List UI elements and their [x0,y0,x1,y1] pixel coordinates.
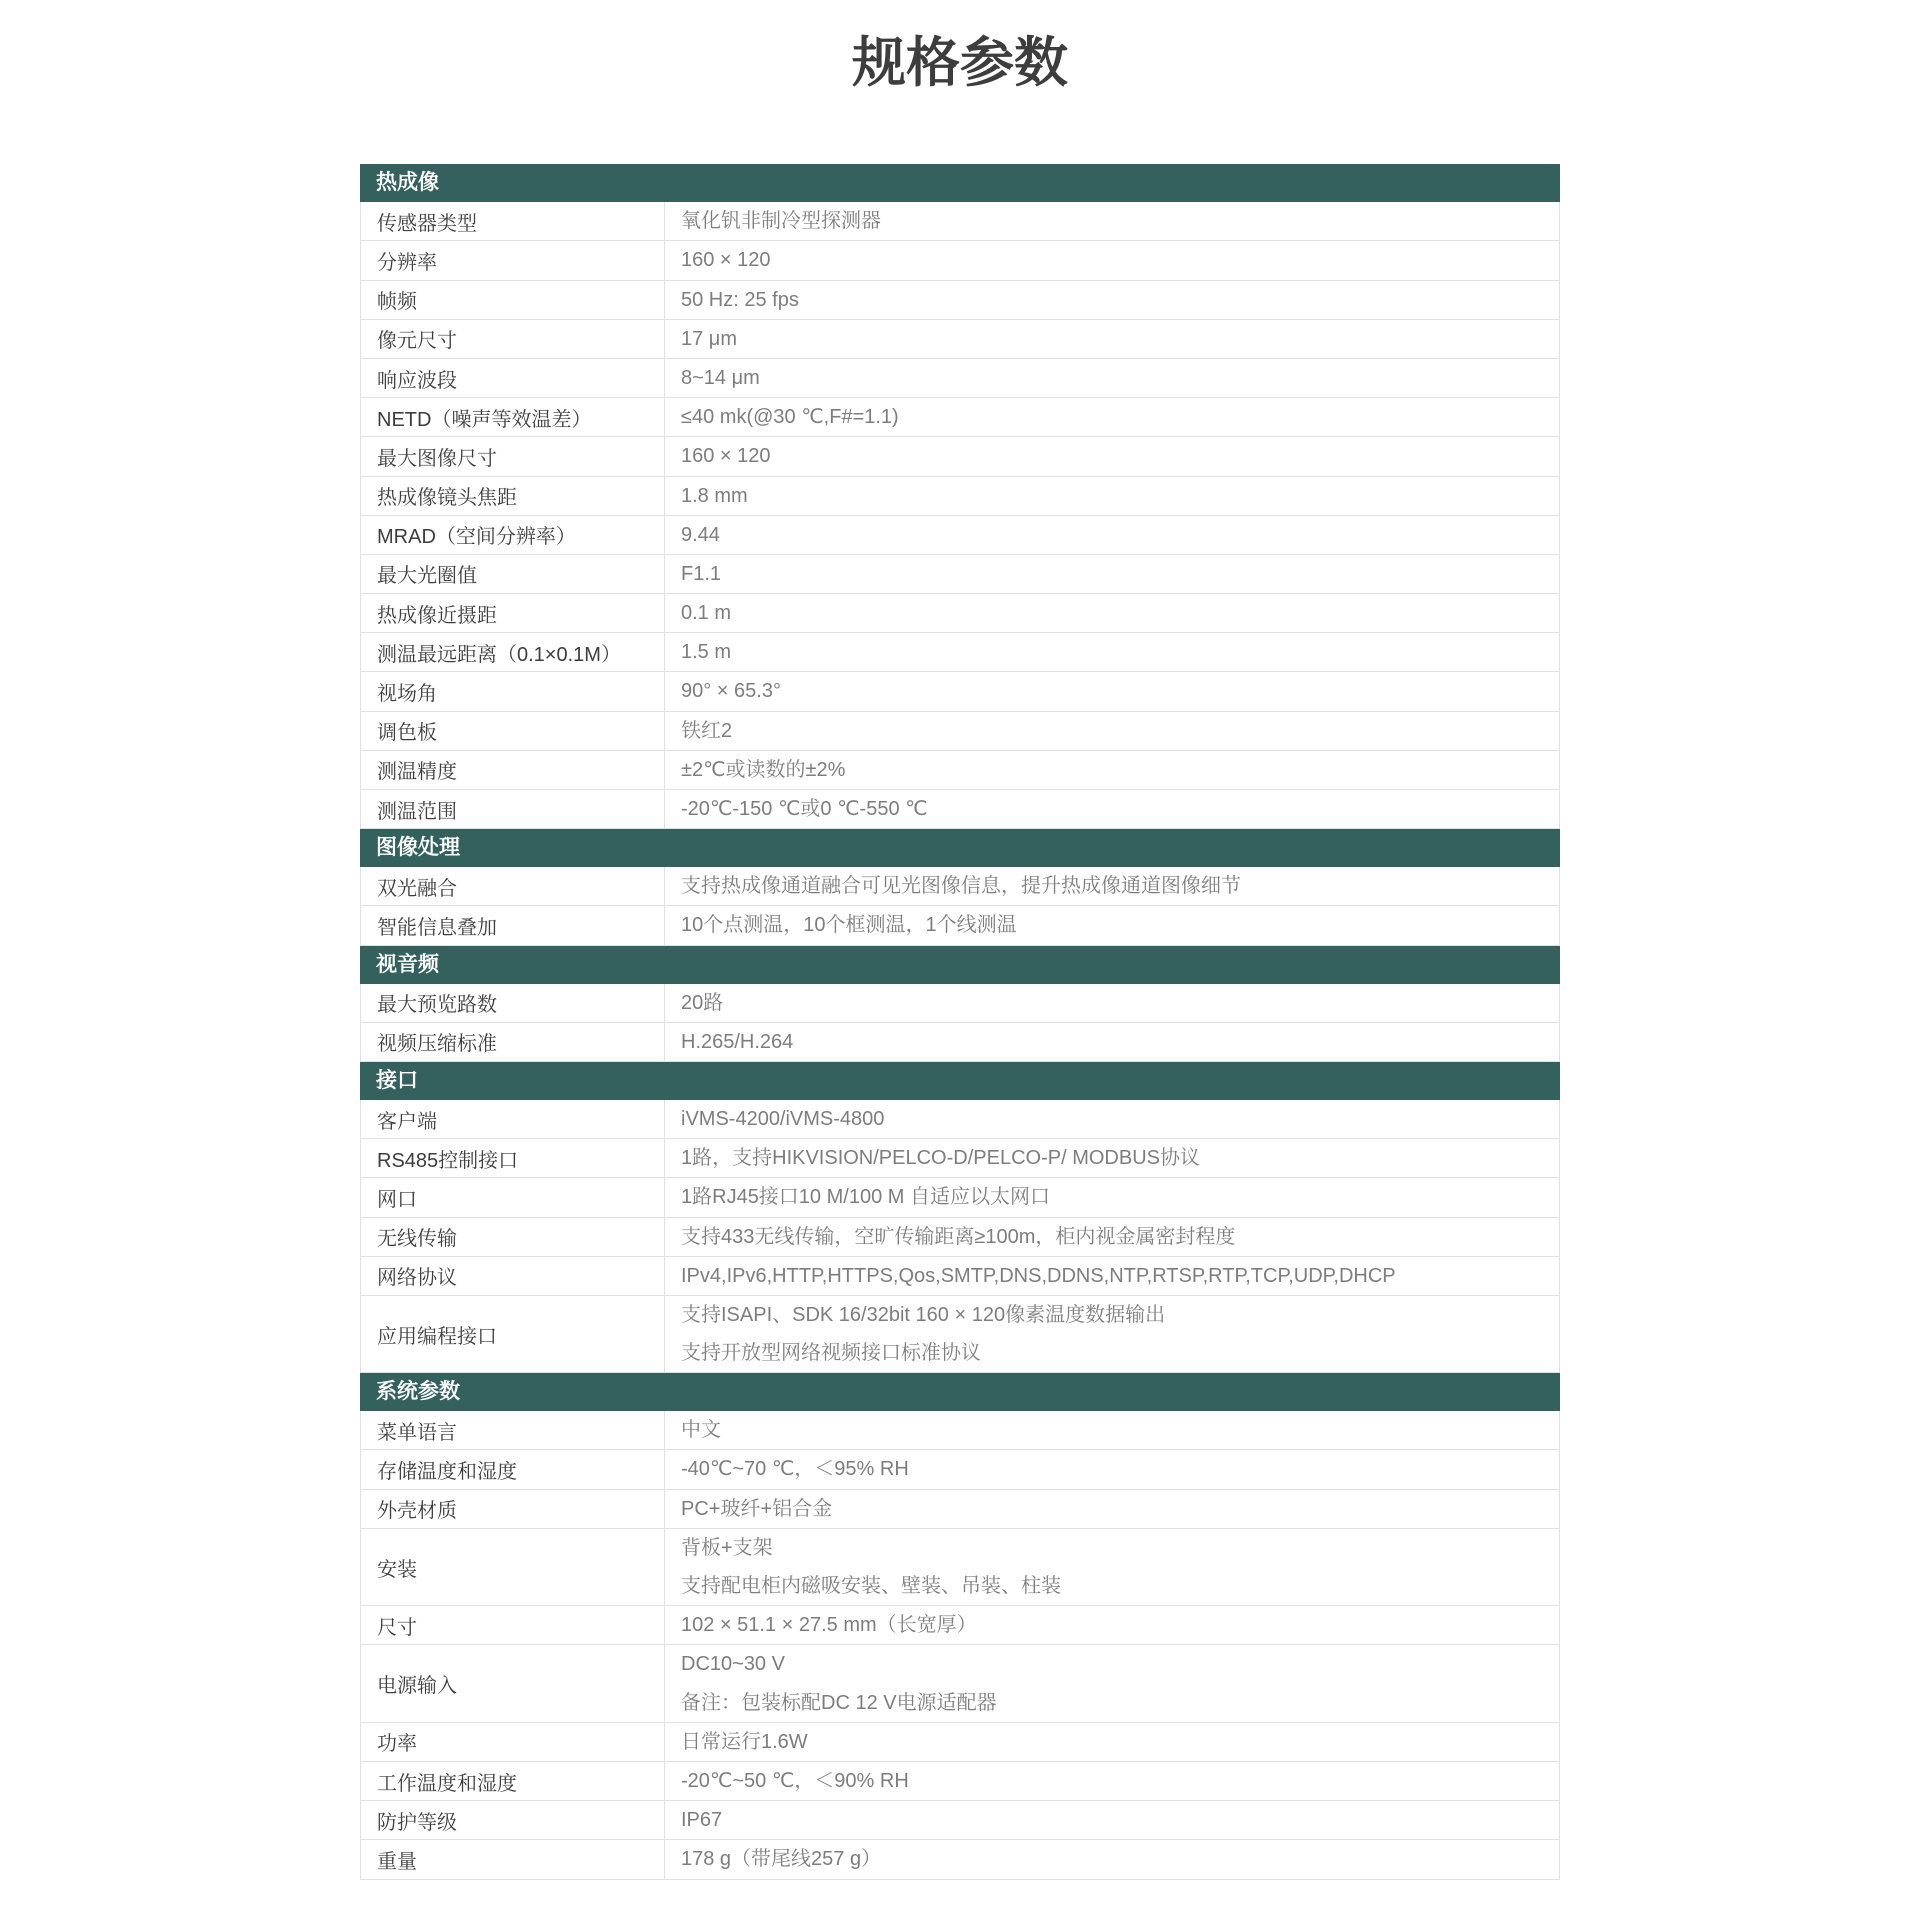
spec-value [665,437,1559,475]
spec-row [361,1490,1559,1529]
spec-value [665,359,1559,397]
spec-label: 双光融合 [361,867,665,905]
spec-value-line: F1.1 [681,562,722,585]
spec-value-line: 1路，支持HIKVISION/PELCO-D/PELCO-P/ MODBUS协议 [681,1147,1200,1170]
spec-row [361,1139,1559,1178]
spec-row [361,1023,1559,1062]
spec-value-line: 支持ISAPI、SDK 16/32bit 160 × 120像素温度数据输出 [681,1303,1166,1326]
spec-value [665,633,1559,671]
spec-value-line: 102 × 51.1 × 27.5 mm（长宽厚） [681,1614,977,1637]
spec-row [361,1411,1559,1450]
spec-label: 最大图像尺寸 [361,437,665,475]
spec-label: 最大预览路数 [361,984,665,1022]
spec-value-line: 1.8 mm [681,484,748,507]
spec-value [665,984,1559,1022]
spec-row [361,1840,1559,1878]
spec-label: 测温范围 [361,790,665,828]
spec-row [361,1723,1559,1762]
spec-label: 功率 [361,1723,665,1761]
spec-row [361,867,1559,906]
spec-value-line: 160 × 120 [681,445,771,468]
spec-value-line: 0.1 m [681,602,732,625]
spec-value [665,1139,1559,1177]
spec-label: 最大光圈值 [361,555,665,593]
spec-value-line: 17 μm [681,327,737,350]
section-header: 系统参数 [360,1373,1560,1411]
spec-value-line: 支持配电柜内磁吸安装、壁装、吊装、柱装 [681,1575,1061,1597]
spec-value-line: 铁红2 [681,719,733,742]
spec-value-line: 背板+支架 [681,1536,773,1559]
spec-label: 存储温度和湿度 [361,1450,665,1488]
spec-row [361,281,1559,320]
spec-label: 网络协议 [361,1257,665,1295]
spec-value [665,594,1559,632]
spec-row [361,1606,1559,1645]
spec-value [665,1100,1559,1138]
spec-value [665,1645,1559,1721]
spec-row [361,712,1559,751]
spec-value-line: DC10~30 V [681,1653,785,1676]
spec-value [665,1178,1559,1216]
spec-row [361,359,1559,398]
spec-value-line: ≤40 mk(@30 ℃,F#=1.1) [681,406,899,429]
spec-row [361,1296,1559,1373]
spec-value-line: -20℃-150 ℃或0 ℃-550 ℃ [681,798,928,820]
spec-label: 热成像镜头焦距 [361,477,665,515]
spec-value [665,867,1559,905]
spec-row [361,1529,1559,1606]
spec-value-line: 备注：包装标配DC 12 V电源适配器 [681,1691,997,1714]
spec-value [665,790,1559,828]
spec-value-line: 1路RJ45接口10 M/100 M 自适应以太网口 [681,1186,1050,1209]
spec-row [361,984,1559,1023]
spec-label: MRAD（空间分辨率） [361,516,665,554]
spec-value-line: 9.44 [681,523,720,546]
spec-value [665,1762,1559,1800]
spec-row [361,790,1559,829]
spec-value-line: 8~14 μm [681,366,760,389]
spec-value-line: 支持433无线传输，空旷传输距离≥100m，柜内视金属密封程度 [681,1225,1236,1248]
spec-value [665,555,1559,593]
spec-value [665,398,1559,436]
spec-value [665,1801,1559,1839]
section-header: 图像处理 [360,829,1560,867]
spec-value-line: 1.5 m [681,641,732,664]
spec-row [361,906,1559,945]
spec-value [665,1723,1559,1761]
spec-label: 像元尺寸 [361,320,665,358]
spec-value [665,320,1559,358]
spec-value [665,1490,1559,1528]
spec-row [361,1645,1559,1722]
spec-label: 测温最远距离（0.1×0.1M） [361,633,665,671]
spec-value [665,1529,1559,1605]
spec-value-line: ±2℃或读数的±2% [681,758,846,781]
spec-value [665,1606,1559,1644]
spec-label: 工作温度和湿度 [361,1762,665,1800]
spec-value-line: 50 Hz: 25 fps [681,288,799,311]
spec-row [361,1100,1559,1139]
spec-row [361,594,1559,633]
spec-label: NETD（噪声等效温差） [361,398,665,436]
spec-row [361,516,1559,555]
spec-label: 调色板 [361,712,665,750]
spec-value [665,516,1559,554]
spec-value [665,906,1559,944]
spec-row [361,633,1559,672]
spec-label: 帧频 [361,281,665,319]
spec-label: 尺寸 [361,1606,665,1644]
spec-value [665,241,1559,279]
spec-value [665,1218,1559,1256]
spec-row [361,555,1559,594]
spec-label: 测温精度 [361,751,665,789]
section-header: 接口 [360,1062,1560,1100]
spec-row [361,398,1559,437]
spec-label: 传感器类型 [361,202,665,240]
spec-value-line: 90° × 65.3° [681,680,781,703]
spec-label: 网口 [361,1178,665,1216]
spec-value [665,1296,1559,1372]
spec-value [665,202,1559,240]
section-header: 热成像 [360,164,1560,202]
spec-label: 重量 [361,1840,665,1878]
spec-value-line: 178 g（带尾线257 g） [681,1848,882,1871]
section-header: 视音频 [360,946,1560,984]
spec-label: 无线传输 [361,1218,665,1256]
spec-row [361,241,1559,280]
spec-value [665,1257,1559,1295]
spec-value [665,751,1559,789]
spec-label: 响应波段 [361,359,665,397]
spec-row [361,1762,1559,1801]
spec-value-line: 氧化钒非制冷型探测器 [681,210,881,233]
spec-value [665,281,1559,319]
spec-value-line: IP67 [681,1809,723,1832]
spec-label: 客户端 [361,1100,665,1138]
spec-row [361,202,1559,241]
spec-value-line: -40℃~70 ℃，＜95% RH [681,1458,909,1481]
spec-value [665,712,1559,750]
spec-label: 应用编程接口 [361,1296,665,1372]
spec-value-line: 160 × 120 [681,249,771,272]
spec-value-line: H.265/H.264 [681,1030,794,1053]
spec-label: 视场角 [361,672,665,710]
spec-row [361,1257,1559,1296]
spec-value [665,1023,1559,1061]
spec-value-line: PC+玻纤+铝合金 [681,1497,833,1520]
spec-value [665,672,1559,710]
spec-row [361,437,1559,476]
spec-row [361,320,1559,359]
spec-value-line: IPv4,IPv6,HTTP,HTTPS,Qos,SMTP,DNS,DDNS,NTP,RTSP,RTP,TCP,UDP,DHCP [681,1264,1396,1287]
spec-row [361,477,1559,516]
spec-label: 视频压缩标准 [361,1023,665,1061]
spec-value-line: 支持热成像通道融合可见光图像信息，提升热成像通道图像细节 [681,875,1241,898]
spec-row [361,1178,1559,1217]
spec-label: 电源输入 [361,1645,665,1721]
spec-value [665,477,1559,515]
spec-value-line: iVMS-4200/iVMS-4800 [681,1107,885,1130]
spec-label: 分辨率 [361,241,665,279]
spec-row [361,751,1559,790]
spec-label: 外壳材质 [361,1490,665,1528]
spec-table [360,164,1560,1879]
spec-value-line: -20℃~50 ℃，＜90% RH [681,1769,909,1792]
spec-label: 智能信息叠加 [361,906,665,944]
spec-row [361,1801,1559,1840]
spec-row [361,1218,1559,1257]
spec-value-line: 日常运行1.6W [681,1730,808,1753]
spec-value-line: 10个点测温，10个框测温，1个线测温 [681,914,1017,937]
spec-value [665,1411,1559,1449]
spec-value-line: 支持开放型网络视频接口标准协议 [681,1342,981,1365]
spec-value-line: 20路 [681,991,724,1014]
spec-value [665,1450,1559,1488]
spec-label: 防护等级 [361,1801,665,1839]
spec-label: 安装 [361,1529,665,1605]
spec-label: RS485控制接口 [361,1139,665,1177]
spec-label: 热成像近摄距 [361,594,665,632]
spec-value-line: 中文 [681,1419,721,1442]
spec-row [361,1450,1559,1489]
page-title: 规格参数 [852,33,1068,93]
spec-label: 菜单语言 [361,1411,665,1449]
spec-value [665,1840,1559,1878]
spec-row [361,672,1559,711]
